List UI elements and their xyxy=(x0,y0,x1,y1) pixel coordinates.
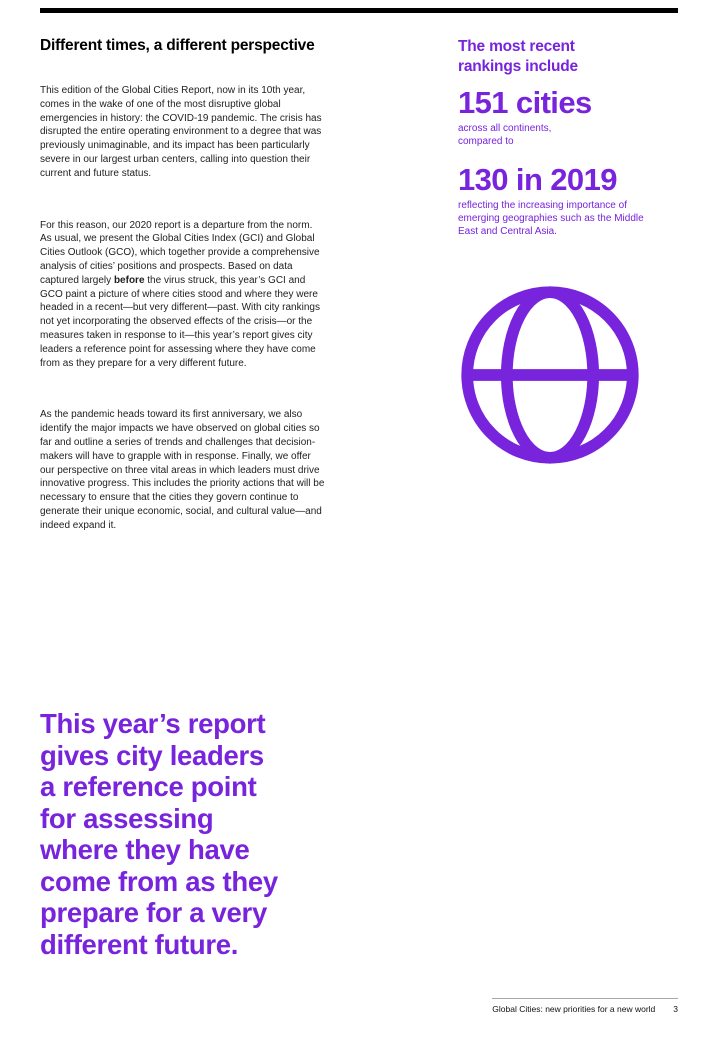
paragraph-2-text-pre: For this reason, our 2020 report is a departure from the norm. As usual, we present the Global Cities Index (GCI) and Global Cities Outlook (GCO), which together provide a comprehensive analysis of cities’ positions and prospects. Based on data captured largely xyxy=(40,219,320,286)
quote-line: different future. xyxy=(40,928,239,960)
top-rule xyxy=(40,8,678,13)
article-body xyxy=(40,84,326,533)
paragraph-2 xyxy=(40,219,326,371)
paragraph-1: This edition of the Global Cities Report, now in its 10th year, comes in the wake of one of the most disruptive global emergencies in history: the COVID-19 pandemic. The crisis has disrupted the entire operating environment to a degree that was previously unimaginable, and its impact has been particularly severe in our largest urban centers, calling into question their current and future status. xyxy=(40,85,322,179)
pull-quote xyxy=(40,708,400,960)
stat-cities-count: 151 cities xyxy=(458,85,592,120)
rankings-stats-panel xyxy=(458,37,663,238)
quote-line: prepare for a very xyxy=(40,897,267,928)
section-heading: Different times, a different perspective xyxy=(40,37,315,54)
page-number: 3 xyxy=(673,1004,678,1014)
stat-previous-count: 130 in 2019 xyxy=(458,162,617,197)
paragraph-2-text-post: the virus struck, this year’s GCI and GCO paint a picture of where cities stood and where they were headed in a recent—but very different—past. With city rankings not yet incorporating the observed effects of the crisis—or the measures taken in response to it—this year’s report gives city leaders a reference point for assessing where they have come from as they prepare for a very different future. xyxy=(40,274,320,369)
bold-emphasis: before xyxy=(113,274,145,286)
quote-line: gives city leaders xyxy=(40,739,264,771)
stat-cities-caption: across all continents, compared to xyxy=(458,123,552,147)
quote-line: a reference point xyxy=(40,771,257,802)
quote-line: where they have xyxy=(40,834,250,865)
quote-line: for assessing xyxy=(40,802,214,834)
paragraph-3: As the pandemic heads toward its first anniversary, we also identify the major impacts we have observed on global cities so far and outline a series of trends and challenges that decision-makers will have to grapple with in response. Finally, we offer our perspective on three vital areas in which leaders must drive innovative progress. This includes the priority actions that will be necessary to ensure that the cities they govern continue to generate their unique economic, social, and cultural value—and indeed expand it. xyxy=(40,409,325,531)
stat-previous-caption: reflecting the increasing importance of emerging geographies such as the Middle East and Central Asia. xyxy=(458,200,644,237)
quote-line: This year’s report xyxy=(40,708,266,739)
footer-title: Global Cities: new priorities for a new world xyxy=(492,1004,656,1014)
quote-line: come from as they xyxy=(40,865,278,897)
stats-intro: The most recent rankings include xyxy=(458,38,578,75)
globe-icon xyxy=(460,285,640,465)
page-footer xyxy=(492,998,678,1014)
